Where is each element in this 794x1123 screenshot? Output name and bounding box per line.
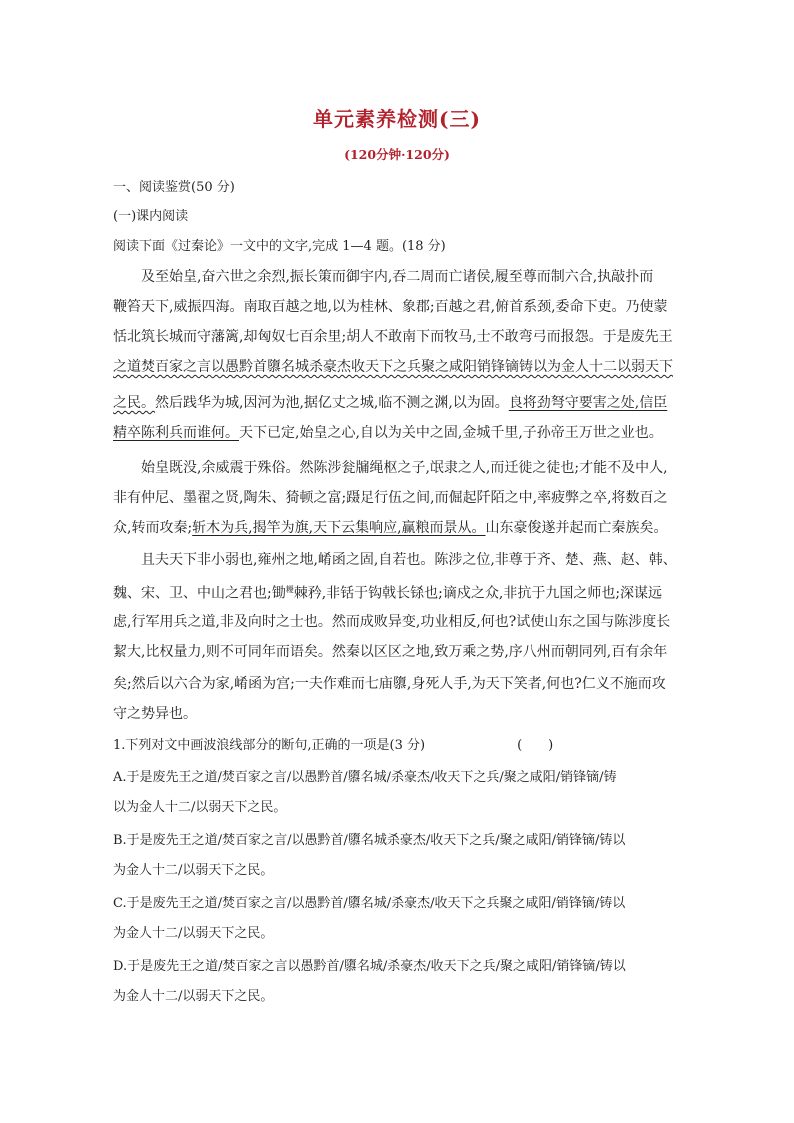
passage-line: 守之势异也。 xyxy=(113,706,197,722)
passage-text: 棘矜,非铦于钩戟长铩也;谪戍之众,非抗于九国之师也;深谋远 xyxy=(293,585,663,602)
passage-line xyxy=(113,393,703,413)
reading-instruction: 阅读下面《过秦论》一文中的文字,完成 1—4 题。(18 分) xyxy=(113,239,446,254)
page-title: 单元素养检测(三) xyxy=(313,107,481,131)
passage-line: 及至始皇,奋六世之余烈,振长策而御宇内,吞二周而亡诸侯,履至尊而制六合,执敲扑而 xyxy=(141,269,654,285)
section-heading: 一、阅读鉴赏(50 分) xyxy=(113,180,235,195)
passage-line: 矣;然后以六合为家,崤函为宫;一夫作难而七庙隳,身死人手,为天下笑者,何也?仁义不施而攻 xyxy=(113,676,666,692)
page-subtitle: (120分钟·120分) xyxy=(344,147,450,162)
wavy-underlined-text: 之道焚百家之言以愚黔首隳名城杀豪杰收天下之兵聚之咸阳销锋镝铸以为金人十二以弱天下 xyxy=(113,359,673,375)
passage-line: 非有仲尼、墨翟之贤,陶朱、猗顿之富;蹑足行伍之间,而倔起阡陌之中,率疲弊之卒,将数百之 xyxy=(113,490,668,506)
passage-line: 且夫天下非小弱也,雍州之地,崤函之固,自若也。陈涉之位,非尊于齐、楚、燕、赵、韩、 xyxy=(141,552,677,568)
option-c-line: C.于是废先王之道/焚百家之言/以愚黔首/隳名城/杀豪杰/收天下之兵聚之咸阳/销锋镝/铸以 xyxy=(113,896,626,911)
passage-text: 众,转而攻秦; xyxy=(113,520,193,536)
wavy-underlined-text: 之民。 xyxy=(113,395,155,411)
option-c-line: 为金人十二/以弱天下之民。 xyxy=(113,926,274,941)
option-b-line: B.于是废先王之道/焚百家之言/以愚黔首/隳名城杀豪杰/收天下之兵/聚之咸阳/销锋镝/铸以 xyxy=(113,833,626,848)
passage-line: 虑,行军用兵之道,非及向时之士也。然而成败异变,功业相反,何也?试使山东之国与陈涉度长 xyxy=(113,614,671,630)
passage-line xyxy=(113,580,703,604)
underlined-sentence: 精卒陈利兵而谁何。 xyxy=(113,425,239,441)
passage-text: 山东豪俊遂并起而亡秦族矣。 xyxy=(485,520,668,536)
passage-line: 鞭笞天下,威振四海。南取百越之地,以为桂林、象郡;百越之君,俯首系颈,委命下吏。乃使蒙 xyxy=(113,299,668,315)
passage-line xyxy=(113,518,703,538)
passage-line: 絜大,比权量力,则不可同年而语矣。然秦以区区之地,致万乘之势,序八州而朝同列,百有余年 xyxy=(113,644,668,660)
passage-text: 魏、宋、卫、中山之君也;锄 xyxy=(113,585,286,602)
question-stem xyxy=(113,736,703,756)
underlined-sentence: 斩木为兵,揭竿为旗,天下云集响应,赢粮而景从。 xyxy=(192,520,486,536)
option-d-line: 为金人十二/以弱天下之民。 xyxy=(113,989,274,1004)
option-b-line: 为金人十二/以弱天下之民。 xyxy=(113,863,274,878)
passage-text: 天下已定,始皇之心,自以为关中之固,金城千里,子孙帝王万世之业也。 xyxy=(239,425,663,441)
passage-text: 然后践华为城,因河为池,据亿丈之城,临不测之渊,以为固。 xyxy=(155,395,509,411)
option-a-line: A.于是废先王之道/焚百家之言/以愚黔首/隳名城/杀豪杰/收天下之兵/聚之咸阳/销锋镝/铸 xyxy=(113,770,617,785)
answer-bracket: ( ) xyxy=(517,738,554,753)
option-d-line: D.于是废先王之道/焚百家之言以愚黔首/隳名城/杀豪杰/收天下之兵/聚之咸阳/销锋镝/铸以 xyxy=(113,959,626,974)
section-subheading: (一)课内阅读 xyxy=(113,209,189,224)
option-a-line: 以为金人十二/以弱天下之民。 xyxy=(113,800,287,815)
superscript-gloss: 耰 xyxy=(285,585,294,594)
passage-line: 始皇既没,余威震于殊俗。然陈涉瓮牖绳枢之子,氓隶之人,而迁徙之徒也;才能不及中人, xyxy=(141,460,668,476)
underlined-sentence: 良将劲弩守要害之处,信臣 xyxy=(508,395,668,411)
question-text: 1.下列对文中画波浪线部分的断句,正确的一项是(3 分) xyxy=(113,738,426,753)
wavy-underlined-passage xyxy=(113,357,703,377)
passage-line xyxy=(113,423,703,443)
passage-line: 恬北筑长城而守藩篱,却匈奴七百余里;胡人不敢南下而牧马,士不敢弯弓而报怨。于是废先王 xyxy=(113,329,673,345)
